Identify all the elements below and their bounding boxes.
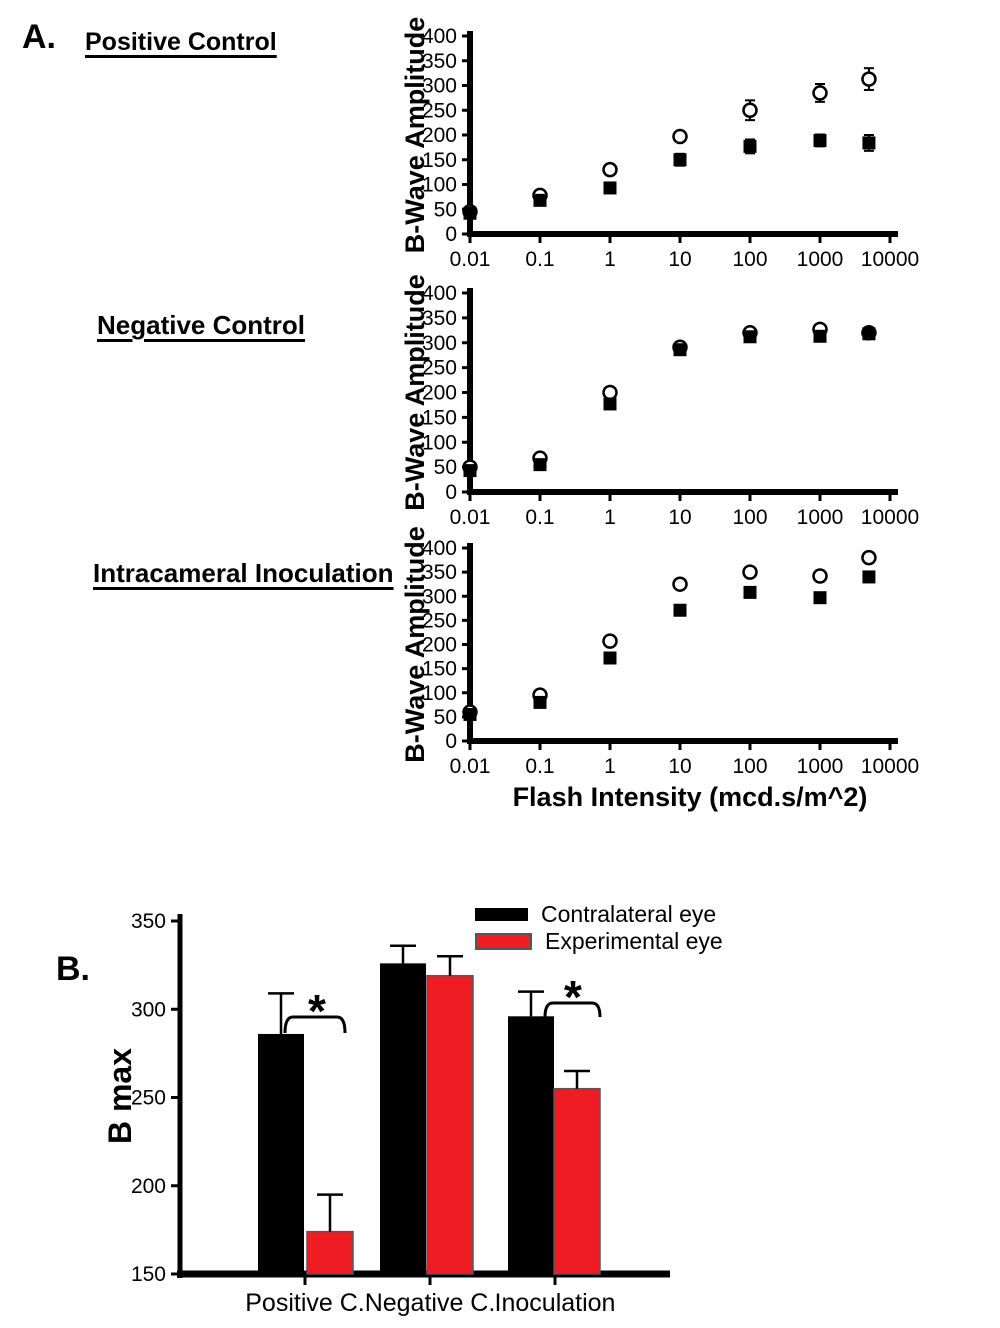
svg-text:150: 150 [421, 657, 457, 681]
svg-text:300: 300 [130, 998, 166, 1022]
svg-text:350: 350 [421, 561, 457, 585]
svg-text:0.01: 0.01 [449, 755, 491, 778]
svg-text:10000: 10000 [860, 755, 920, 778]
chart-title-negative-control: Negative Control [97, 310, 306, 340]
svg-text:10000: 10000 [860, 506, 920, 529]
svg-text:50: 50 [433, 456, 457, 480]
svg-text:0.01: 0.01 [449, 506, 491, 529]
svg-text:250: 250 [130, 1086, 166, 1110]
svg-text:1000: 1000 [796, 248, 844, 271]
chart-title-positive-control: Positive Control [85, 28, 277, 56]
panel-b-label: B. [56, 950, 90, 988]
svg-text:0: 0 [445, 730, 457, 753]
panel-a-label: A. [22, 18, 56, 56]
svg-text:250: 250 [421, 609, 457, 633]
svg-text:10: 10 [668, 248, 692, 271]
svg-text:B-Wave Amplitude: B-Wave Amplitude [400, 526, 430, 763]
svg-text:200: 200 [421, 124, 457, 147]
svg-text:400: 400 [421, 282, 457, 305]
svg-text:1000: 1000 [796, 755, 844, 778]
svg-text:Negative C.: Negative C. [364, 1289, 496, 1317]
svg-text:100: 100 [732, 506, 768, 529]
bmax-bar-chart [40, 890, 720, 1328]
svg-text:1: 1 [604, 755, 616, 778]
svg-text:200: 200 [421, 381, 457, 405]
svg-text:10: 10 [668, 755, 692, 778]
svg-text:50: 50 [433, 198, 457, 222]
negative-control-scatter-chart [400, 274, 960, 532]
legend-label-experimental: Experimental eye [545, 928, 723, 954]
svg-text:1000: 1000 [796, 506, 844, 529]
svg-text:250: 250 [421, 356, 457, 380]
svg-text:0: 0 [445, 223, 457, 246]
svg-text:300: 300 [421, 585, 457, 609]
svg-text:B max: B max [102, 1047, 138, 1145]
legend-label-contralateral: Contralateral eye [541, 901, 717, 927]
svg-text:150: 150 [421, 406, 457, 430]
svg-text:400: 400 [421, 25, 457, 48]
svg-text:0: 0 [445, 481, 457, 504]
positive-control-scatter-chart [400, 15, 960, 273]
svg-text:200: 200 [130, 1174, 166, 1198]
svg-text:0.1: 0.1 [525, 248, 555, 271]
svg-text:200: 200 [421, 633, 457, 657]
chart-title-intracameral-inoculation: Intracameral Inoculation [93, 558, 394, 588]
svg-text:350: 350 [130, 910, 166, 933]
svg-text:100: 100 [421, 173, 457, 197]
svg-text:10: 10 [668, 506, 692, 529]
svg-text:1: 1 [604, 248, 616, 271]
svg-text:10000: 10000 [860, 248, 920, 271]
svg-text:300: 300 [421, 331, 457, 355]
svg-text:0.1: 0.1 [525, 755, 555, 778]
svg-text:B-Wave Amplitude: B-Wave Amplitude [400, 16, 430, 254]
svg-text:Inoculation: Inoculation [494, 1289, 616, 1317]
svg-text:150: 150 [130, 1263, 166, 1286]
svg-text:350: 350 [421, 306, 457, 330]
svg-text:1: 1 [604, 506, 616, 529]
svg-text:B-Wave Amplitude: B-Wave Amplitude [400, 274, 430, 511]
svg-text:300: 300 [421, 74, 457, 98]
svg-text:250: 250 [421, 99, 457, 123]
svg-text:0.1: 0.1 [525, 506, 555, 529]
svg-text:150: 150 [421, 148, 457, 172]
svg-text:100: 100 [421, 681, 457, 705]
svg-text:50: 50 [433, 705, 457, 729]
svg-text:*: * [308, 985, 326, 1037]
intracameral-inoculation-scatter-chart [400, 526, 960, 778]
svg-text:100: 100 [421, 431, 457, 455]
svg-text:400: 400 [421, 537, 457, 560]
svg-text:Positive C.: Positive C. [245, 1289, 365, 1317]
svg-text:0.01: 0.01 [449, 248, 491, 271]
svg-text:100: 100 [732, 755, 768, 778]
svg-text:350: 350 [421, 49, 457, 73]
svg-text:*: * [564, 971, 582, 1023]
flash-intensity-axis-label: Flash Intensity (mcd.s/m^2) [512, 782, 868, 812]
svg-text:100: 100 [732, 248, 768, 271]
